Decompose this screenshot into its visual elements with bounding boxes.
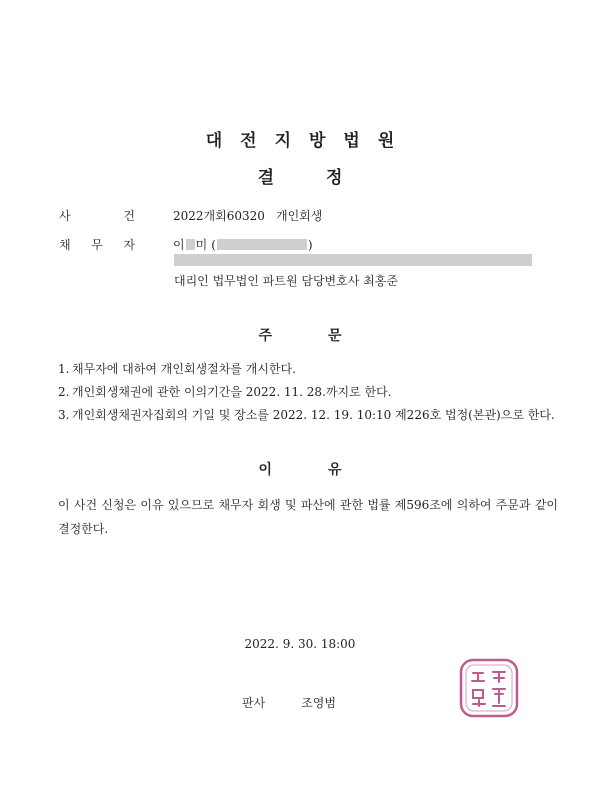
order-item-number: 3. xyxy=(58,408,70,422)
order-item-text: 개인회생채권에 관한 이의기간을 2022. 11. 28.까지로 한다. xyxy=(72,385,392,399)
order-item xyxy=(58,404,558,427)
reason-text: 이 사건 신청은 이유 있으므로 채무자 회생 및 파산에 관한 법률 제596조에 의하여 주문과 같이 결정한다. xyxy=(58,498,558,536)
order-item xyxy=(58,381,558,404)
debtor-label xyxy=(59,236,135,253)
judge-name: 조영범 xyxy=(301,696,336,710)
case-label-char: 사 xyxy=(59,209,71,223)
order-item-text: 개인회생채권자집회의 기일 및 장소를 2022. 12. 19. 10:10 제226호 법정(본관)으로 한다. xyxy=(72,408,555,422)
case-label xyxy=(59,207,135,224)
order-list xyxy=(58,358,558,427)
judge-title: 판사 xyxy=(242,696,266,710)
court-seal-icon xyxy=(457,656,521,720)
case-type: 개인회생 xyxy=(276,209,323,223)
judge-signature xyxy=(242,694,336,711)
document-title: 결정 xyxy=(257,168,395,188)
order-item-text: 채무자에 대하여 개인회생절차를 개시한다. xyxy=(72,362,296,376)
case-label-char: 건 xyxy=(123,209,135,223)
order-item-number: 2. xyxy=(58,385,70,399)
debtor-label-char: 무 xyxy=(91,238,103,252)
case-number: 2022개회60320 xyxy=(173,209,265,223)
order-item xyxy=(58,358,558,381)
id-redaction xyxy=(217,239,307,250)
paren-close: ) xyxy=(307,237,313,252)
debtor-name-start: 이 xyxy=(173,238,185,252)
order-item-number: 1. xyxy=(58,362,70,376)
paren-open: ( xyxy=(211,237,216,252)
address-redaction xyxy=(174,254,532,266)
name-redaction xyxy=(186,239,195,250)
debtor-name-end: 미 xyxy=(195,238,208,252)
decision-date: 2022. 9. 30. 18:00 xyxy=(244,637,356,651)
debtor-label-char: 자 xyxy=(123,238,135,252)
reason-heading: 이유 xyxy=(258,462,398,478)
debtor-name xyxy=(173,236,313,253)
order-heading: 주문 xyxy=(258,328,398,344)
debtor-agent: 대리인 법무법인 파트원 담당변호사 최홍준 xyxy=(174,274,398,288)
court-name: 대전지방법원 xyxy=(205,131,413,151)
debtor-label-char: 채 xyxy=(59,238,71,252)
